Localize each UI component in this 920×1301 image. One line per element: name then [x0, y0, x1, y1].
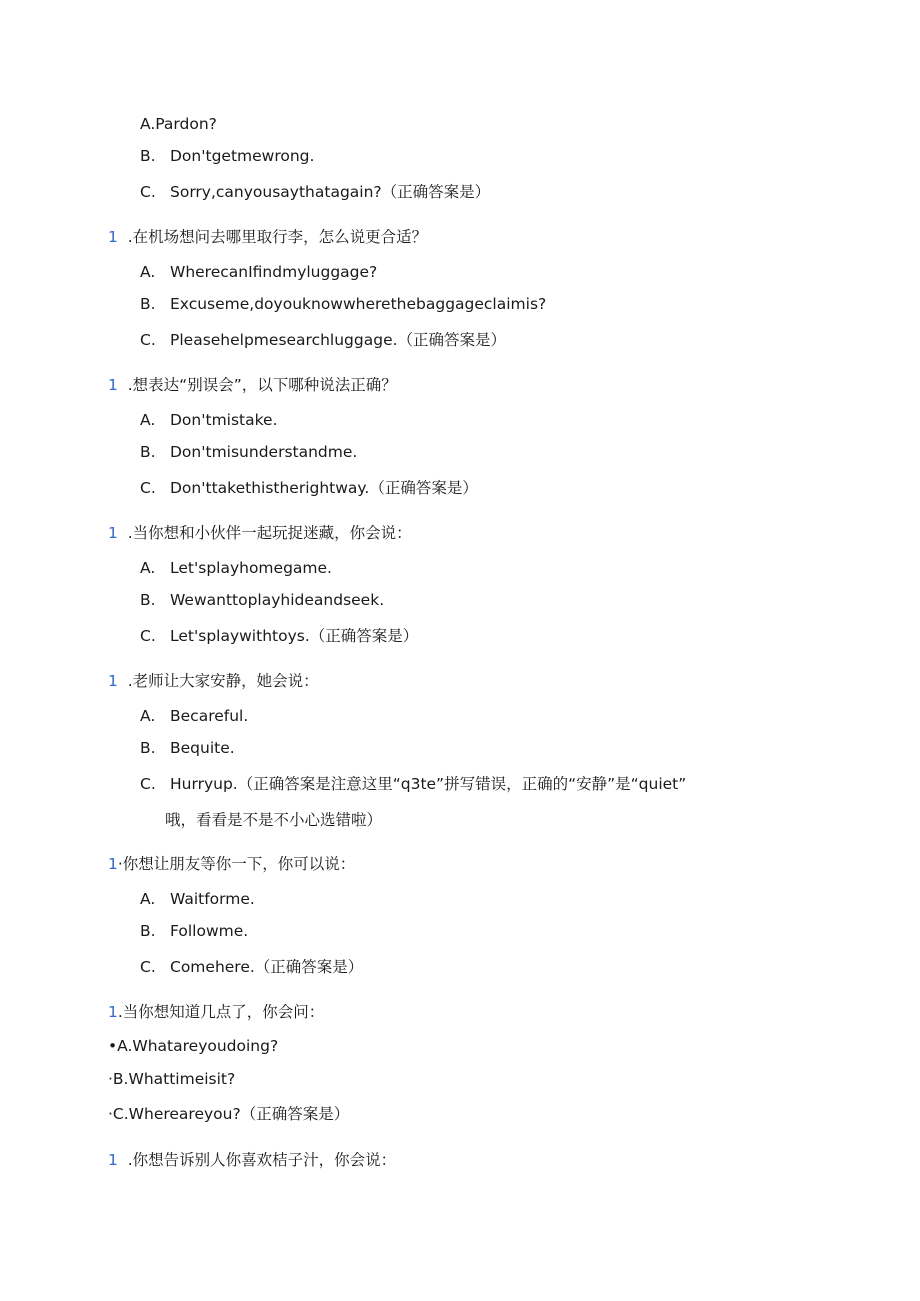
question-number: 1: [108, 672, 118, 690]
question-number: 1: [108, 524, 118, 542]
option-b: [140, 442, 357, 462]
option-text: Comehere.（正确答案是）: [170, 958, 364, 976]
option-b: [140, 146, 314, 166]
option-c: [140, 626, 418, 646]
option-text: Let'splaywithtoys.（正确答案是）: [170, 627, 419, 645]
option-letter: B.: [140, 591, 156, 609]
option-a: [140, 706, 248, 726]
option-c: [140, 957, 363, 977]
option-text: Hurryup.（正确答案是注意这里“q3te”拼写错误，正确的“安静”是“quiet”: [170, 775, 687, 793]
option-letter: A.: [140, 890, 156, 908]
question-stem: [108, 375, 397, 395]
option-a: [140, 889, 255, 909]
option-letter: C.: [140, 958, 156, 976]
option-b: [140, 590, 384, 610]
option-a: [140, 410, 278, 430]
option-letter: B.: [140, 295, 156, 313]
question-stem: [108, 1002, 324, 1022]
option-c: [108, 1104, 349, 1124]
option-letter: A.: [140, 263, 156, 281]
question-stem: [108, 1150, 396, 1170]
option-letter: B.: [140, 443, 156, 461]
option-c: [140, 478, 478, 498]
question-text: ·你想让朋友等你一下，你可以说：: [117, 855, 356, 873]
option-b: [108, 1069, 235, 1089]
option-letter: A.: [140, 559, 156, 577]
option-text: ·C.Whereareyou?（正确答案是）: [108, 1105, 350, 1123]
option-letter: C.: [140, 775, 156, 793]
option-text: Don'tmistake.: [170, 411, 278, 429]
option-letter: C.: [140, 627, 156, 645]
question-text: .你想告诉别人你喜欢桔子汁，你会说：: [127, 1151, 397, 1169]
option-text: Don'tmisunderstandme.: [170, 443, 358, 461]
option-text: Followme.: [170, 922, 249, 940]
option-letter: C.: [140, 183, 156, 201]
option-text: •A.Whatareyoudoing?: [108, 1037, 279, 1055]
question-text: .老师让大家安静，她会说：: [127, 672, 319, 690]
option-letter: B.: [140, 922, 156, 940]
option-text: Let'splayhomegame.: [170, 559, 332, 577]
question-number: 1: [108, 376, 118, 394]
option-letter: C.: [140, 331, 156, 349]
option-letter: A.: [140, 707, 156, 725]
option-text: A.Pardon?: [140, 115, 217, 133]
question-stem: [108, 671, 319, 691]
question-text: .当你想知道几点了，你会问：: [117, 1003, 325, 1021]
question-text: .当你想和小伙伴一起玩捉迷藏，你会说：: [127, 524, 412, 542]
option-b: [140, 921, 248, 941]
option-c: [140, 330, 506, 350]
option-text: Wewanttoplayhideandseek.: [170, 591, 385, 609]
option-text: Waitforme.: [170, 890, 255, 908]
option-letter: A.: [140, 411, 156, 429]
question-number: 1: [108, 1003, 118, 1021]
question-stem: [108, 227, 427, 247]
option-c: [140, 774, 686, 794]
question-number: 1: [108, 1151, 118, 1169]
question-number: 1: [108, 855, 118, 873]
question-text: .在机场想问去哪里取行李，怎么说更合适？: [127, 228, 428, 246]
option-a: [140, 262, 377, 282]
option-c: [140, 182, 490, 202]
option-letter: C.: [140, 479, 156, 497]
question-text: .想表达“别误会”，以下哪种说法正确？: [127, 376, 397, 394]
option-text: Pleasehelpmesearchluggage.（正确答案是）: [170, 331, 507, 349]
option-b: [140, 738, 235, 758]
option-text: Bequite.: [170, 739, 235, 757]
option-c-continuation: [165, 810, 382, 830]
option-letter: B.: [140, 739, 156, 757]
option-text: Don'ttakethistherightway.（正确答案是）: [170, 479, 478, 497]
option-text: Don'tgetmewrong.: [170, 147, 315, 165]
option-b: [140, 294, 546, 314]
option-text: WherecanIfindmyluggage?: [170, 263, 378, 281]
option-a: [140, 558, 332, 578]
continuation-text: 哦，看看是不是不小心选错啦）: [165, 811, 383, 829]
question-stem: [108, 854, 355, 874]
question-number: 1: [108, 228, 118, 246]
option-letter: B.: [140, 147, 156, 165]
question-stem: [108, 523, 412, 543]
option-text: Excuseme,doyouknowwherethebaggageclaimis?: [170, 295, 547, 313]
option-a: [140, 114, 217, 134]
option-text: Becareful.: [170, 707, 249, 725]
option-text: ·B.Whattimeisit?: [108, 1070, 236, 1088]
option-a: [108, 1036, 278, 1056]
option-text: Sorry,canyousaythatagain?（正确答案是）: [170, 183, 491, 201]
